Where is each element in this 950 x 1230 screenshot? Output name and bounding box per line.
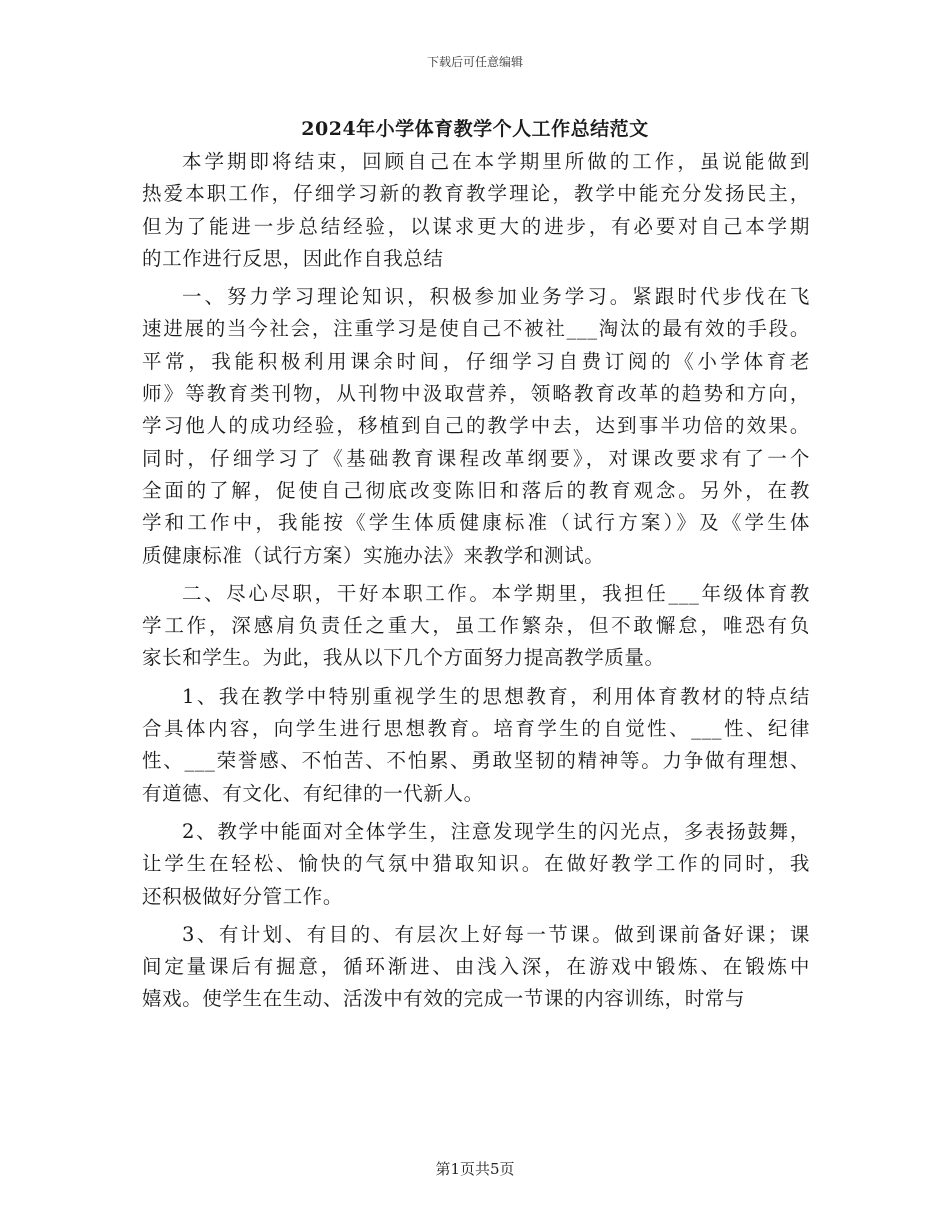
document-title: 2024年小学体育教学个人工作总结范文: [301, 118, 649, 140]
paragraph: [142, 146, 810, 275]
paragraph-line: 平常，我能积极利用课余时间，仔细学习自费订阅的《小学体育老: [142, 349, 810, 373]
paragraph-line: 有道德、有文化、有纪律的一代新人。: [142, 781, 484, 805]
paragraph-line: 家长和学生。为此，我从以下几个方面努力提高教学质量。: [142, 646, 665, 670]
paragraph-line: 学和工作中，我能按《学生体质健康标准（试行方案）》及《学生体: [142, 511, 810, 535]
paragraph-line: 二、尽心尽职，干好本职工作。本学期里，我担任___年级体育教: [182, 581, 810, 605]
paragraph: [142, 919, 810, 1016]
paragraph-line: 学习他人的成功经验，移植到自己的教学中去，达到事半功倍的效果。: [142, 414, 810, 438]
paragraph-line: 全面的了解，促使自己彻底改变陈旧和落后的教育观念。另外，在教: [142, 478, 810, 502]
paragraph-line: 合具体内容，向学生进行思想教育。培育学生的自觉性、___性、纪律: [142, 717, 810, 741]
paragraph: [142, 681, 810, 810]
paragraph-line: 3、有计划、有目的、有层次上好每一节课。做到课前备好课；课: [182, 922, 810, 946]
paragraph: [142, 281, 810, 572]
paragraph: [142, 578, 810, 675]
paragraph: [142, 816, 810, 913]
paragraph-line: 一、努力学习理论知识，积极参加业务学习。紧跟时代步伐在飞: [182, 285, 810, 309]
paragraph-line: 2、教学中能面对全体学生，注意发现学生的闪光点，多表扬鼓舞，: [182, 819, 810, 843]
paragraph-line: 还积极做好分管工作。: [142, 884, 344, 908]
paragraph-line: 同时，仔细学习了《基础教育课程改革纲要》，对课改要求有了一个: [142, 446, 810, 470]
paragraph-line: 本学期即将结束，回顾自己在本学期里所做的工作，虽说能做到: [182, 150, 810, 173]
paragraph-line: 让学生在轻松、愉快的气氛中猎取知识。在做好教学工作的同时，我: [142, 852, 810, 876]
paragraph-line: 嬉戏。使学生在生动、活泼中有效的完成一节课的内容训练，时常与: [142, 987, 746, 1011]
paragraph-line: 速进展的当今社会，注重学习是使自己不被社___淘汰的最有效的手段。: [142, 317, 810, 341]
paragraph-line: 学工作，深感肩负责任之重大，虽工作繁杂，但不敢懈怠，唯恐有负: [142, 614, 810, 638]
paragraph-line: 1、我在教学中特别重视学生的思想教育，利用体育教材的特点结: [182, 684, 810, 708]
paragraph-line: 师》等教育类刊物，从刊物中汲取营养，领略教育改革的趋势和方向，: [142, 382, 810, 406]
page-number: 第1页共5页: [435, 1160, 515, 1178]
paragraph-line: 间定量课后有掘意，循环渐进、由浅入深，在游戏中锻炼、在锻炼中: [142, 955, 810, 979]
paragraph-line: 性、___荣誉感、不怕苦、不怕累、勇敢坚韧的精神等。力争做有理想、: [142, 749, 810, 773]
paragraph-line: 的工作进行反思，因此作自我总结: [142, 246, 444, 270]
document-body: [142, 146, 810, 1022]
paragraph-line: 热爱本职工作，仔细学习新的教育教学理论，教学中能充分发扬民主，: [142, 182, 810, 206]
paragraph-line: 质健康标准（试行方案）实施办法》来教学和测试。: [142, 543, 605, 567]
paragraph-line: 但为了能进一步总结经验，以谋求更大的进步，有必要对自己本学期: [142, 214, 810, 238]
header-note: 下载后可任意编辑: [426, 55, 523, 69]
